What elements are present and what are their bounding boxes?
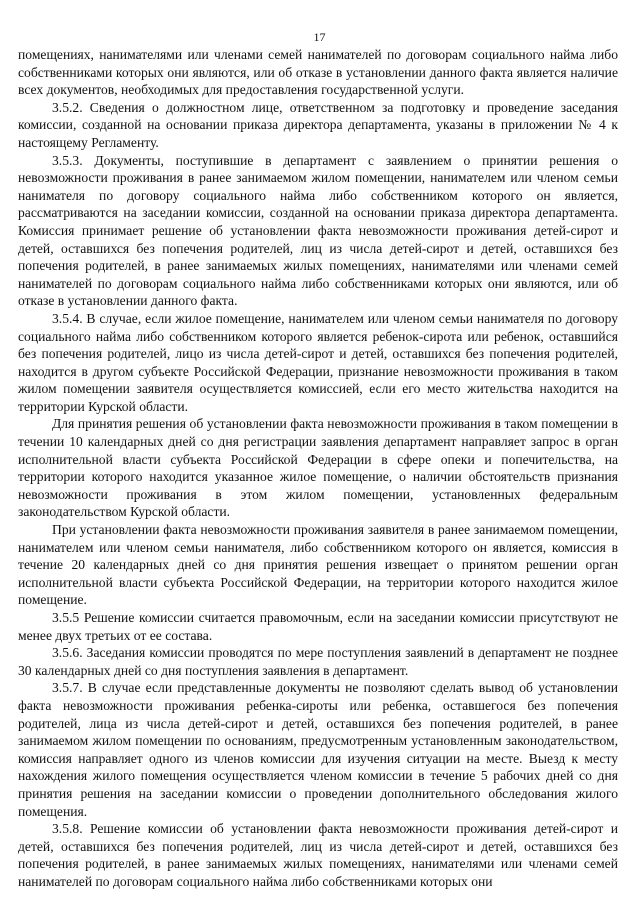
- paragraph-3-5-7: 3.5.7. В случае если представленные документы не позволяют сделать вывод об установлении факта невозможности проживания ребенка-сироты или ребенка, оставшегося без попечения родителей, лица из числа детей-сирот и детей, оставшихся без попечения родителей, в ранее занимаемом жилом помещении по основаниям, предусмотренным установленным законодательством, комиссия направляет одного из членов комиссии для изучения ситуации на месте. Выезд к месту нахождения жилого помещения осуществляется членом комиссии в течение 5 рабочих дней со дня принятия решения на заседании комиссии о проведении дополнительного обследования жилого помещения.: [18, 680, 618, 819]
- paragraph-3-5-2: 3.5.2. Сведения о должностном лице, ответственном за подготовку и проведение заседания комиссии, созданной на основании приказа директора департамента, указаны в приложении № 4 к настоящему Регламенту.: [18, 99, 618, 150]
- page-number: 17: [313, 30, 326, 44]
- paragraph-3-5-5: 3.5.5 Решение комиссии считается правомочным, если на заседании комиссии присутствуют не менее двух третьих от ее состава.: [18, 610, 618, 643]
- paragraph-decision-request: Для принятия решения об установлении факта невозможности проживания в таком помещении в течении 10 календарных дней со дня регистрации заявления департамент направляет запрос в орган исполнительной власти субъекта Российской Федерации в сфере опеки и попечительства, на территории которого находится указанное жилое помещение, о наличии обстоятельств признания невозможности проживания в этом жилом помещении, установленных федеральным законодательством Курской области.: [18, 416, 618, 520]
- paragraph-continuation: помещениях, нанимателями или членами семей нанимателей по договорам социального найма либо собственниками которых они являются, или об отказе в установлении данного факта является наличие всех документов, необходимых для предоставления государственной услуги.: [18, 47, 618, 98]
- paragraph-3-5-4: 3.5.4. В случае, если жилое помещение, нанимателем или членом семьи нанимателя по договору социального найма либо собственником которого является ребенок-сирота или ребенок, оставшийся без попечения родителей, лицо из числа детей-сирот и детей, оставшихся без попечения родителей, находится в другом субъекте Российской Федерации, признание невозможности проживания в таком жилом помещении заявителя осуществляется комиссией, если его место жительства находится на территории Курской области.: [18, 310, 618, 414]
- document-body: [18, 46, 618, 891]
- paragraph-3-5-8: 3.5.8. Решение комиссии об установлении факта невозможности проживания детей-сирот и детей, оставшихся без попечения родителей, лиц из числа детей-сирот и детей, оставшихся без попечения родителей, в ранее занимаемых жилых помещениях, нанимателями или членами семей нанимателей по договорам социального найма либо собственниками которых они: [18, 821, 618, 889]
- paragraph-3-5-6: 3.5.6. Заседания комиссии проводятся по мере поступления заявлений в департамент не позднее 30 календарных дней со дня поступления заявления в департамент.: [18, 645, 618, 678]
- paragraph-notification: При установлении факта невозможности проживания заявителя в ранее занимаемом помещении, нанимателем или членом семьи нанимателя, либо собственником которого он является, комиссия в течение 20 календарных дней со дня принятия решения извещает о принятом решении орган исполнительной власти субъекта Российской Федерации, на территории которого находится жилое помещение.: [18, 522, 618, 608]
- paragraph-3-5-3: 3.5.3. Документы, поступившие в департамент с заявлением о принятии решения о невозможности проживания в ранее занимаемом жилом помещении, нанимателем или членом семьи нанимателя по договору социального найма либо собственником которого он является, рассматриваются на заседании комиссии, созданной на основании приказа директора департамента. Комиссия принимает решение об установлении факта невозможности проживания детей-сирот и детей, оставшихся без попечения родителей, лиц из числа детей-сирот и детей, оставшихся без попечения родителей, в ранее занимаемых жилых помещениях, нанимателями или членами семей нанимателей по договорам социального найма либо собственниками которых они являются, или об отказе в установлении данного факта.: [18, 152, 618, 309]
